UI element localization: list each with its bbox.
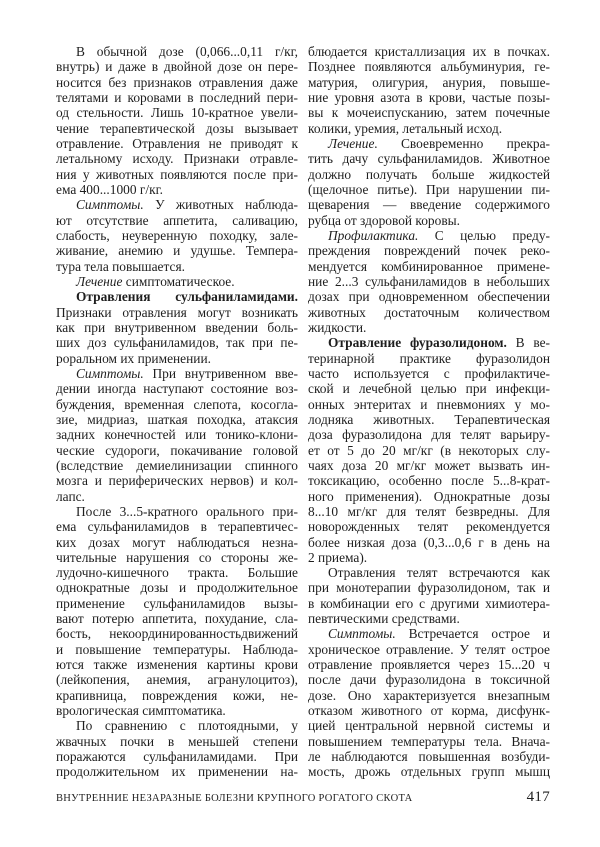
line-text: щеварения — введение содержимого <box>308 197 550 213</box>
text-line <box>308 626 550 641</box>
paragraph <box>308 136 550 228</box>
text-line <box>308 136 550 151</box>
text-line <box>308 718 550 733</box>
text-line <box>308 489 550 504</box>
line-text: токсикацию, особенно после 5...8-крат- <box>308 473 550 489</box>
line-text: дении иногда наступают состояние воз- <box>56 381 298 397</box>
paragraph <box>56 274 298 289</box>
line-text: ких дозах могут наблюдаться незна- <box>56 534 298 550</box>
line-text: отравление. Отравления не приводят к <box>56 135 298 151</box>
line-text: матурия, олигурия, анурия, повыше- <box>308 74 550 90</box>
line-text: при монотерапии фуразолидоном, так и <box>308 580 550 596</box>
text-line <box>308 611 550 626</box>
line-text: крапивница, повреждения кожи, не- <box>56 687 298 703</box>
text-line <box>56 519 298 534</box>
text-line <box>56 764 298 779</box>
text-line <box>308 688 550 703</box>
text-line <box>56 105 298 120</box>
line-text: вы к мочеиспусканию, затем почечные <box>308 105 550 121</box>
text-line <box>56 213 298 228</box>
text-line <box>308 596 550 611</box>
line-text: ской и лечебной целью при инфекци- <box>308 381 550 397</box>
line-text: Отравления телят встречаются как <box>328 565 550 581</box>
text-line <box>56 90 298 105</box>
text-line <box>56 626 298 641</box>
text-line <box>56 136 298 151</box>
line-text: поражаются сульфаниламидами. При <box>56 749 298 765</box>
text-line <box>308 473 550 488</box>
line-text: чительные нарушения со стороны же- <box>56 549 298 565</box>
text-line <box>56 274 298 289</box>
line-text: ет от 5 до 20 мг/кг (в некоторых слу- <box>308 442 550 458</box>
text-line <box>308 550 550 565</box>
line-text: ема сульфаниламидов в терапевтичес- <box>56 519 298 535</box>
line-text: применение сульфаниламидов вызы- <box>56 595 298 611</box>
text-line <box>308 243 550 258</box>
line-text: новорожденных телят рекомендуется <box>308 519 550 535</box>
line-text: (щелочное питье). При нарушении пи- <box>308 181 550 197</box>
text-line <box>308 305 550 320</box>
line-text: колики, уремия, летальный исход. <box>308 120 503 136</box>
line-text: 2 приема). <box>308 549 368 565</box>
line-text: жидкости. <box>308 319 367 335</box>
line-text: певтическими средствами. <box>308 611 460 627</box>
line-text: мозга и периферических нервов) и кол- <box>56 473 298 489</box>
line-text: должно получать больше жидкостей <box>308 166 550 182</box>
line-text: внутрь) и даже в двойной дозе он пере- <box>56 59 298 75</box>
text-line <box>308 749 550 764</box>
text-line <box>56 458 298 473</box>
line-text: дозах при одновременном обеспечении <box>308 289 550 305</box>
text-line <box>56 504 298 519</box>
line-text: продолжительном их применении на- <box>56 764 298 780</box>
text-line <box>56 550 298 565</box>
line-text: слабость, неуверенную походку, зале- <box>56 227 298 243</box>
text-line <box>308 44 550 59</box>
text-line <box>308 657 550 672</box>
paragraph-lead: Лечение <box>76 273 123 289</box>
paragraph <box>308 626 550 779</box>
line-text: По сравнению с плотоядными, у <box>76 718 298 734</box>
line-text: рубца от здоровой коровы. <box>308 212 460 228</box>
left-column <box>56 44 298 780</box>
line-text: живание, анемию и удушье. Темпера- <box>56 243 298 259</box>
text-line <box>56 749 298 764</box>
paragraph-lead: Симптомы. <box>76 197 144 213</box>
line-text: цией центральной нервной системы и <box>308 718 550 734</box>
line-text: Позднее появляются альбуминурия, ге- <box>308 59 550 75</box>
line-text: в комбинации его с другими химиотера- <box>308 595 550 611</box>
text-line <box>308 642 550 657</box>
text-line <box>56 381 298 396</box>
text-line <box>56 243 298 258</box>
text-line <box>308 443 550 458</box>
line-text: Своевременно прекра- <box>377 135 550 151</box>
line-text: повышением температуры тела. Внача- <box>308 733 550 749</box>
text-line <box>56 305 298 320</box>
line-text: теринарной практике фуразолидон <box>308 350 550 366</box>
paragraph-lead: Симптомы. <box>76 365 144 381</box>
paragraph <box>308 44 550 136</box>
text-line <box>308 458 550 473</box>
text-line <box>56 642 298 657</box>
line-text: лодняка животных. Терапевтическая <box>308 411 550 427</box>
text-line <box>308 764 550 779</box>
text-line <box>56 734 298 749</box>
text-line <box>308 320 550 335</box>
text-line <box>56 182 298 197</box>
right-column <box>308 44 550 780</box>
line-text: Встречается острое и <box>395 626 550 642</box>
text-line <box>308 182 550 197</box>
line-text: более низкая доза (0,3...0,6 г в день на <box>308 534 550 550</box>
text-line <box>308 75 550 90</box>
paragraph-lead: Профилактика. <box>328 227 419 243</box>
text-line <box>56 703 298 718</box>
text-line <box>56 167 298 182</box>
text-line <box>308 397 550 412</box>
page-footer <box>56 789 550 805</box>
line-text: (лейкопения, анемия, агранулоцитоз), <box>56 672 298 688</box>
text-line <box>308 412 550 427</box>
line-text: доза фуразолидона для телят варьиру- <box>308 427 550 443</box>
text-line <box>308 228 550 243</box>
line-text: буждения, временная слепота, косогла- <box>56 396 298 412</box>
text-line <box>56 75 298 90</box>
paragraph <box>56 44 298 197</box>
text-line <box>308 90 550 105</box>
text-line <box>308 672 550 687</box>
text-line <box>308 167 550 182</box>
text-line <box>308 121 550 136</box>
paragraph <box>56 366 298 504</box>
line-text: мость, дрожь отдельных групп мышц <box>308 764 550 780</box>
line-text: симптоматическое. <box>122 273 235 289</box>
text-line <box>56 335 298 350</box>
paragraph <box>308 565 550 626</box>
text-line <box>56 259 298 274</box>
text-line <box>308 335 550 350</box>
text-line <box>308 565 550 580</box>
text-line <box>56 580 298 595</box>
line-text: дозе. Оно характеризуется внезапным <box>308 687 550 703</box>
paragraph <box>56 504 298 719</box>
line-text: В обычной дозе (0,066...0,11 г/кг, <box>76 44 298 59</box>
line-text: С целью преду- <box>418 227 550 243</box>
line-text: однократные дозы и продолжительное <box>56 580 298 596</box>
text-line <box>308 703 550 718</box>
text-line <box>308 381 550 396</box>
line-text: тура тела повышается. <box>56 258 185 274</box>
line-text: отказом животного от корма, дисфунк- <box>308 703 550 719</box>
text-line <box>56 443 298 458</box>
text-line <box>308 535 550 550</box>
line-text: В ве- <box>506 335 550 351</box>
text-line <box>56 535 298 550</box>
text-line <box>56 44 298 59</box>
text-line <box>56 289 298 304</box>
line-text: бость, некоординированностьдвижений <box>56 626 298 642</box>
running-title: ВНУТРЕННИЕ НЕЗАРАЗНЫЕ БОЛЕЗНИ КРУПНОГО РОГАТОГО СКОТА <box>56 793 413 804</box>
line-text: часто используется с профилактиче- <box>308 365 550 381</box>
line-text: У животных наблюда- <box>143 197 298 213</box>
text-line <box>56 366 298 381</box>
text-line <box>56 151 298 166</box>
paragraph <box>56 718 298 779</box>
text-line <box>56 121 298 136</box>
text-line <box>56 412 298 427</box>
paragraph <box>56 289 298 366</box>
line-text: ческие судороги, покачивание головой <box>56 442 298 458</box>
line-text: отравление проявляется через 15...20 ч <box>308 657 550 673</box>
line-text: телятами и коровами в последний пери- <box>56 89 298 105</box>
line-text: ле наблюдаются повышенная возбуди- <box>308 749 550 765</box>
text-line <box>308 351 550 366</box>
line-text: чаях доза 20 мг/кг может вызвать ин- <box>308 457 550 473</box>
line-text: онных энтеритах и пневмониях у мо- <box>308 396 550 412</box>
line-text: животных достаточным количеством <box>308 304 550 320</box>
text-line <box>308 151 550 166</box>
line-text: од стельности. Лишь 10-кратное увели- <box>56 105 298 121</box>
text-line <box>56 197 298 212</box>
text-line <box>308 519 550 534</box>
text-line <box>308 580 550 595</box>
paragraph <box>308 335 550 565</box>
line-text: Признаки отравления могут возникать <box>56 304 298 320</box>
paragraph-lead: Лечение. <box>328 135 378 151</box>
line-text: ного применения). Однократные дозы <box>308 488 550 504</box>
line-text: 8...10 мг/кг для телят безвредны. Для <box>308 503 550 519</box>
paragraph-lead: Симптомы. <box>328 626 396 642</box>
text-line <box>56 228 298 243</box>
line-text: (вследствие демиелинизации спинного <box>56 457 298 473</box>
text-line <box>56 489 298 504</box>
paragraph <box>56 197 298 274</box>
page-number: 417 <box>526 789 550 805</box>
line-text: после дачи фуразолидона в токсичной <box>308 672 550 688</box>
line-text: чение терапевтической дозы вызывает <box>56 120 298 136</box>
text-line <box>56 672 298 687</box>
line-text: носится без признаков отравления даже <box>56 74 298 90</box>
line-text: После 3...5-кратного орального при- <box>76 503 298 519</box>
text-line <box>56 657 298 672</box>
line-text: и повышение температуры. Наблюда- <box>56 641 298 657</box>
line-text: жвачных почки в меньшей степени <box>56 733 298 749</box>
text-line <box>308 427 550 442</box>
line-text: лапс. <box>56 488 85 504</box>
text-line <box>308 105 550 120</box>
line-text: ния у животных появляются после при- <box>56 166 298 182</box>
text-line <box>308 734 550 749</box>
line-text: При внутривенном вве- <box>143 365 298 381</box>
line-text: ют отсутствие аппетита, саливацию, <box>56 212 298 228</box>
line-text: блюдается кристаллизация их в почках. <box>308 44 550 59</box>
text-line <box>308 213 550 228</box>
text-line <box>56 611 298 626</box>
paragraph-lead: Отравления сульфаниламидами. <box>76 289 298 305</box>
text-line <box>56 718 298 733</box>
line-text: хроническое отравление. У телят острое <box>308 641 550 657</box>
text-line <box>56 688 298 703</box>
line-text: тить дачу сульфаниламидов. Животное <box>308 151 550 167</box>
line-text: врологическая симптоматика. <box>56 703 226 719</box>
text-line <box>308 289 550 304</box>
line-text: вают потерю аппетита, похудание, сла- <box>56 611 298 627</box>
line-text: ние 2...3 сульфаниламидов в небольших <box>308 273 550 289</box>
text-line <box>56 320 298 335</box>
text-line <box>56 565 298 580</box>
line-text: преждения повреждений почек реко- <box>308 243 550 259</box>
line-text: ние уровня азота в крови, частые позы- <box>308 89 550 105</box>
line-text: летальному исходу. Признаки отравле- <box>56 151 298 167</box>
text-line <box>56 473 298 488</box>
text-line <box>308 259 550 274</box>
line-text: зие, мидриаз, шаткая походка, атаксия <box>56 411 298 427</box>
text-line <box>308 366 550 381</box>
line-text: ших доз сульфаниламидов, так при пе- <box>56 335 298 351</box>
line-text: как при внутривенном введении боль- <box>56 319 298 335</box>
line-text: задних конечностей или тонико-клони- <box>56 427 298 443</box>
text-line <box>56 596 298 611</box>
line-text: ема 400...1000 г/кг. <box>56 181 163 197</box>
text-line <box>308 274 550 289</box>
line-text: роральном их применении. <box>56 350 211 366</box>
text-line <box>308 504 550 519</box>
text-line <box>56 351 298 366</box>
text-line <box>56 59 298 74</box>
line-text: ются также изменения картины крови <box>56 657 298 673</box>
paragraph <box>308 228 550 335</box>
text-line <box>56 427 298 442</box>
text-line <box>56 397 298 412</box>
text-line <box>308 59 550 74</box>
line-text: мендуется комбинированное примене- <box>308 258 550 274</box>
line-text: лудочно-кишечного тракта. Большие <box>56 565 298 581</box>
text-line <box>308 197 550 212</box>
paragraph-lead: Отравление фуразолидоном. <box>328 335 507 351</box>
